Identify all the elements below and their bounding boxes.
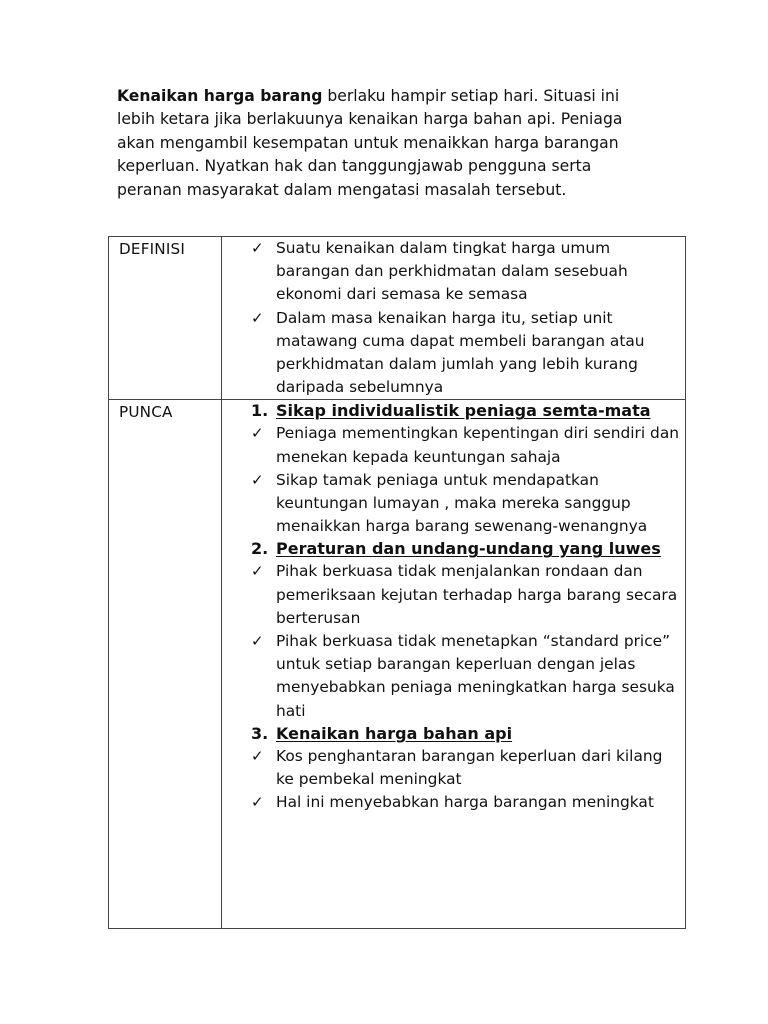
- section-heading: [222, 538, 685, 560]
- section-number: 2.: [251, 539, 269, 559]
- check-icon: ✓: [251, 239, 264, 257]
- check-icon: ✓: [251, 424, 264, 443]
- section-title: Sikap individualistik peniaga semta-mata: [276, 401, 651, 421]
- check-icon: ✓: [251, 746, 264, 765]
- list-item: [222, 745, 685, 791]
- item-text: Peniaga mementingkan kepentingan diri sendiri dan menekan kepada keuntungan sahaja: [276, 424, 680, 466]
- check-icon: ✓: [251, 632, 264, 651]
- check-icon: ✓: [251, 793, 264, 812]
- item-text: Sikap tamak peniaga untuk mendapatkan keuntungan lumayan , maka mereka sanggup menaikkan harga barang sewenang-wenangnya: [276, 470, 648, 536]
- label-cell: [109, 237, 222, 400]
- content-table: [108, 236, 686, 929]
- table-row-punca: [109, 400, 686, 929]
- intro-bold-lead: Kenaikan harga barang: [117, 87, 323, 105]
- item-text: Pihak berkuasa tidak menjalankan rondaan dan pemeriksaan kejutan terhadap harga barang secara berterusan: [276, 562, 678, 627]
- intro-paragraph: [117, 85, 637, 202]
- check-icon: ✓: [251, 470, 264, 489]
- table-row-definisi: [109, 237, 686, 400]
- item-text: Dalam masa kenaikan harga itu, setiap unit matawang cuma dapat membeli barangan atau perkhidmatan dalam jumlah yang lebih kurang daripada sebelumnya: [276, 308, 645, 397]
- item-text: Suatu kenaikan dalam tingkat harga umum barangan dan perkhidmatan dalam sesebuah ekonomi dari semasa ke semasa: [276, 239, 628, 304]
- item-text: Kos penghantaran barangan keperluan dari kilang ke pembekal meningkat: [276, 746, 663, 789]
- item-text: Pihak berkuasa tidak menetapkan “standard price” untuk setiap barangan keperluan dengan jelas menyebabkan peniaga meningkatkan harga sesuka hati: [276, 632, 675, 720]
- intro-text: berlaku hampir setiap hari. Situasi ini lebih ketara jika berlakuunya kenaikan harga bahan api. Peniaga akan mengambil kesempatan untuk menaikkan harga barangan keperluan. Nyatkan hak dan tanggungjawab pengguna serta peranan masyarakat dalam mengatasi masalah tersebut.: [117, 87, 623, 199]
- section-number: 1.: [251, 401, 269, 421]
- section-heading: [222, 400, 685, 422]
- row-label-punca: PUNCA: [119, 403, 173, 422]
- list-item: [222, 560, 685, 630]
- list-item: [222, 469, 685, 539]
- check-icon: ✓: [251, 562, 264, 581]
- section-title: Peraturan dan undang-undang yang luwes: [276, 539, 661, 559]
- content-cell-punca: [222, 400, 686, 929]
- item-text: Hal ini menyebabkan harga barangan meningkat: [276, 793, 654, 812]
- label-cell: [109, 400, 222, 929]
- content-cell-definisi: [222, 237, 686, 400]
- check-icon: ✓: [251, 308, 264, 327]
- list-item: [222, 237, 685, 307]
- list-item: [222, 791, 685, 814]
- section-heading: [222, 723, 685, 745]
- section-number: 3.: [251, 723, 269, 743]
- section-title: Kenaikan harga bahan api: [276, 723, 513, 743]
- list-item: [222, 307, 685, 400]
- row-label-definisi: DEFINISI: [119, 240, 186, 258]
- list-item: [222, 630, 685, 723]
- list-item: [222, 422, 685, 468]
